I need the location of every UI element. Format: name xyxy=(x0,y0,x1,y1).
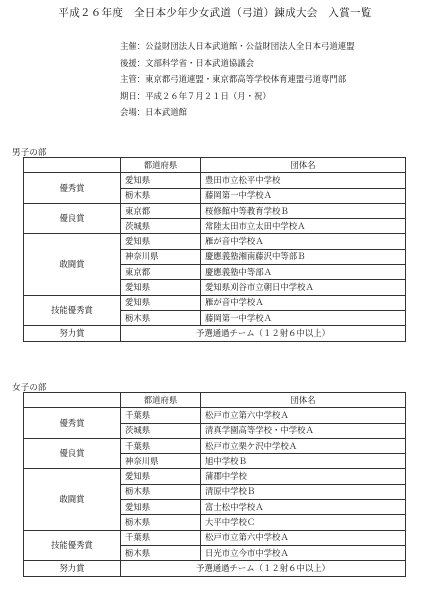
award-cell: 技能優秀賞 xyxy=(24,295,121,326)
team-cell: 松戸市立栗ケ沢中学校Ａ xyxy=(201,438,406,453)
table-row xyxy=(24,203,406,218)
prefecture-cell: 栃木県 xyxy=(121,515,201,530)
prefecture-cell: 愛知県 xyxy=(121,295,201,310)
award-cell: 技能優秀賞 xyxy=(24,530,121,561)
table-row xyxy=(24,295,406,310)
prefecture-cell: 栃木県 xyxy=(121,545,201,560)
venue-line: 会場：日本武道館 xyxy=(120,107,187,118)
table-row xyxy=(24,561,406,576)
prefecture-cell: 愛知県 xyxy=(121,500,201,515)
table-row xyxy=(24,408,406,423)
team-cell: 清原中学校Ｂ xyxy=(201,484,406,499)
prefecture-cell: 愛知県 xyxy=(121,280,201,295)
team-cell: 愛知県刈谷市立朝日中学校Ａ xyxy=(201,280,406,295)
prefecture-cell: 千葉県 xyxy=(121,530,201,545)
team-cell: 松戸市立第六中学校Ａ xyxy=(201,530,406,545)
prefecture-cell: 千葉県 xyxy=(121,408,201,423)
prefecture-cell: 愛知県 xyxy=(121,173,201,188)
team-cell: 松戸市立第六中学校Ａ xyxy=(201,408,406,423)
prefecture-cell: 茨城県 xyxy=(121,219,201,234)
team-cell: 桜修館中等教育学校Ｂ xyxy=(201,203,406,218)
team-cell: 慶應義塾中等部Ａ xyxy=(201,265,406,280)
prefecture-cell: 茨城県 xyxy=(121,423,201,438)
table-row xyxy=(24,530,406,545)
award-cell: 敢闘賞 xyxy=(24,234,121,295)
effort-description: 予選通過チーム（１２射６中以上） xyxy=(121,326,406,341)
team-cell: 日光市立今市中学校Ａ xyxy=(201,545,406,560)
team-cell: 大平中学校Ｃ xyxy=(201,515,406,530)
prefecture-cell: 栃木県 xyxy=(121,484,201,499)
table-row xyxy=(24,438,406,453)
effort-description: 予選通過チーム（１２射６中以上） xyxy=(121,561,406,576)
girls-results-table xyxy=(23,392,406,577)
table-header-row xyxy=(24,158,406,173)
prefecture-cell: 栃木県 xyxy=(121,310,201,325)
table-header-row xyxy=(24,393,406,408)
boys-results-table xyxy=(23,157,406,342)
event-info xyxy=(120,38,355,121)
header-blank-cell xyxy=(24,393,121,408)
award-cell: 敢闘賞 xyxy=(24,469,121,530)
table-row xyxy=(24,326,406,341)
date-line: 期日：平成２６年７月２１日（月・祝） xyxy=(120,90,271,101)
team-cell: 旭中学校Ｂ xyxy=(201,454,406,469)
table-row xyxy=(24,234,406,249)
award-cell: 優秀賞 xyxy=(24,408,121,439)
table-row xyxy=(24,469,406,484)
award-cell: 優秀賞 xyxy=(24,173,121,204)
header-team: 団体名 xyxy=(201,158,406,173)
team-cell: 清真学園高等学校・中学校Ａ xyxy=(201,423,406,438)
prefecture-cell: 東京都 xyxy=(121,203,201,218)
award-cell: 優良賞 xyxy=(24,438,121,469)
team-cell: 蒲郡中学校 xyxy=(201,469,406,484)
award-cell: 努力賞 xyxy=(24,326,121,341)
team-cell: 藤岡第一中学校Ａ xyxy=(201,310,406,325)
award-cell: 優良賞 xyxy=(24,203,121,234)
prefecture-cell: 神奈川県 xyxy=(121,454,201,469)
team-cell: 常陸太田市立太田中学校Ａ xyxy=(201,219,406,234)
boys-section-label: 男子の部 xyxy=(12,148,47,158)
page-title: 平成２６年度 全日本少年少女武道（弓道）錬成大会 入賞一覧 xyxy=(58,7,372,19)
prefecture-cell: 千葉県 xyxy=(121,438,201,453)
header-prefecture: 都道府県 xyxy=(121,393,201,408)
sponsor-line: 後援：文部科学省・日本武道協議会 xyxy=(120,57,254,68)
team-cell: 雁が音中学校Ａ xyxy=(201,295,406,310)
header-team: 団体名 xyxy=(201,393,406,408)
team-cell: 雁が音中学校Ａ xyxy=(201,234,406,249)
prefecture-cell: 栃木県 xyxy=(121,188,201,203)
prefecture-cell: 東京都 xyxy=(121,265,201,280)
table-row xyxy=(24,173,406,188)
organizer-line: 主催：公益財団法人日本武道館・公益財団法人全日本弓道連盟 xyxy=(120,41,355,51)
header-prefecture: 都道府県 xyxy=(121,158,201,173)
prefecture-cell: 神奈川県 xyxy=(121,249,201,264)
host-line: 主管：東京都弓道連盟・東京都高等学校体育連盟弓道専門部 xyxy=(120,74,347,85)
team-cell: 豊田市立松平中学校 xyxy=(201,173,406,188)
team-cell: 富士松中学校Ａ xyxy=(201,500,406,515)
prefecture-cell: 愛知県 xyxy=(121,234,201,249)
award-cell: 努力賞 xyxy=(24,561,121,576)
team-cell: 藤岡第一中学校Ａ xyxy=(201,188,406,203)
header-blank-cell xyxy=(24,158,121,173)
team-cell: 慶應義塾湘南藤沢中等部Ｂ xyxy=(201,249,406,264)
girls-section-label: 女子の部 xyxy=(12,383,47,393)
prefecture-cell: 愛知県 xyxy=(121,469,201,484)
